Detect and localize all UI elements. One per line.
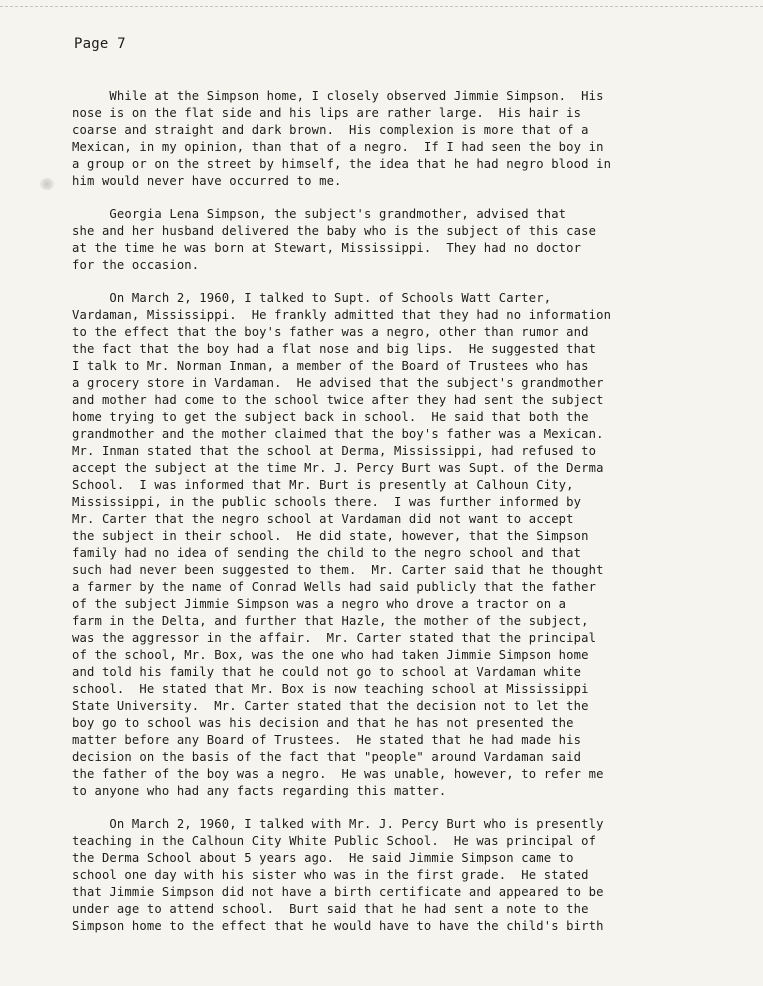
text-line: farm in the Delta, and further that Hazle, the mother of the subject,	[72, 614, 589, 628]
text-line: family had no idea of sending the child to the negro school and that	[72, 546, 582, 560]
text-line: to the effect that the boy's father was a negro, other than rumor and	[72, 325, 589, 339]
text-line: of the school, Mr. Box, was the one who had taken Jimmie Simpson home	[72, 648, 589, 662]
text-line: boy go to school was his decision and that he has not presented the	[72, 716, 574, 730]
text-line: State University. Mr. Carter stated that the decision not to let the	[72, 699, 589, 713]
text-line: a farmer by the name of Conrad Wells had said publicly that the father	[72, 580, 597, 594]
text-line: school one day with his sister who was in the first grade. He stated	[72, 868, 589, 882]
paragraph-burt-interview	[72, 816, 732, 935]
paragraph-carter-interview	[72, 290, 732, 800]
text-line: On March 2, 1960, I talked to Supt. of Schools Watt Carter,	[72, 291, 552, 305]
text-line: On March 2, 1960, I talked with Mr. J. Percy Burt who is presently	[72, 817, 604, 831]
text-line: that Jimmie Simpson did not have a birth certificate and appeared to be	[72, 885, 604, 899]
text-line: Georgia Lena Simpson, the subject's grandmother, advised that	[72, 207, 567, 221]
text-line: him would never have occurred to me.	[72, 174, 342, 188]
paragraph-grandmother	[72, 206, 732, 274]
ink-smudge	[40, 178, 54, 190]
text-line: home trying to get the subject back in school. He said that both the	[72, 410, 589, 424]
text-line: coarse and straight and dark brown. His complexion is more that of a	[72, 123, 589, 137]
text-line: a group or on the street by himself, the idea that he had negro blood in	[72, 157, 612, 171]
text-line: the subject in their school. He did state, however, that the Simpson	[72, 529, 589, 543]
text-line: Vardaman, Mississippi. He frankly admitted that they had no information	[72, 308, 612, 322]
text-line: to anyone who had any facts regarding this matter.	[72, 784, 447, 798]
text-line: Mr. Carter that the negro school at Vardaman did not want to accept	[72, 512, 574, 526]
text-line: nose is on the flat side and his lips are rather large. His hair is	[72, 106, 582, 120]
text-line: accept the subject at the time Mr. J. Percy Burt was Supt. of the Derma	[72, 461, 604, 475]
text-line: she and her husband delivered the baby who is the subject of this case	[72, 224, 597, 238]
text-line: the father of the boy was a negro. He was unable, however, to refer me	[72, 767, 604, 781]
text-line: school. He stated that Mr. Box is now teaching school at Mississippi	[72, 682, 589, 696]
text-line: Mexican, in my opinion, than that of a negro. If I had seen the boy in	[72, 140, 604, 154]
text-line: such had never been suggested to them. Mr. Carter said that he thought	[72, 563, 604, 577]
text-line: I talk to Mr. Norman Inman, a member of the Board of Trustees who has	[72, 359, 589, 373]
text-line: and told his family that he could not go to school at Vardaman white	[72, 665, 582, 679]
text-line: matter before any Board of Trustees. He stated that he had made his	[72, 733, 582, 747]
text-line: the Derma School about 5 years ago. He said Jimmie Simpson came to	[72, 851, 574, 865]
paragraph-observation	[72, 88, 732, 190]
text-line: the fact that the boy had a flat nose and big lips. He suggested that	[72, 342, 597, 356]
page-number: Page 7	[74, 36, 126, 52]
text-line: Simpson home to the effect that he would have to have the child's birth	[72, 919, 604, 933]
text-line: teaching in the Calhoun City White Public School. He was principal of	[72, 834, 597, 848]
text-line: grandmother and the mother claimed that the boy's father was a Mexican.	[72, 427, 604, 441]
text-line: Mr. Inman stated that the school at Derma, Mississippi, had refused to	[72, 444, 597, 458]
text-line: Mississippi, in the public schools there. I was further informed by	[72, 495, 582, 509]
text-line: School. I was informed that Mr. Burt is presently at Calhoun City,	[72, 478, 574, 492]
text-line: under age to attend school. Burt said that he had sent a note to the	[72, 902, 589, 916]
text-line: was the aggressor in the affair. Mr. Carter stated that the principal	[72, 631, 597, 645]
text-line: decision on the basis of the fact that "people" around Vardaman said	[72, 750, 582, 764]
text-line: While at the Simpson home, I closely observed Jimmie Simpson. His	[72, 89, 604, 103]
text-line: a grocery store in Vardaman. He advised that the subject's grandmother	[72, 376, 604, 390]
perforated-top-edge	[0, 0, 763, 7]
text-line: and mother had come to the school twice after they had sent the subject	[72, 393, 604, 407]
text-line: of the subject Jimmie Simpson was a negro who drove a tractor on a	[72, 597, 567, 611]
typewritten-body	[72, 88, 732, 951]
text-line: at the time he was born at Stewart, Mississippi. They had no doctor	[72, 241, 582, 255]
text-line: for the occasion.	[72, 258, 200, 272]
